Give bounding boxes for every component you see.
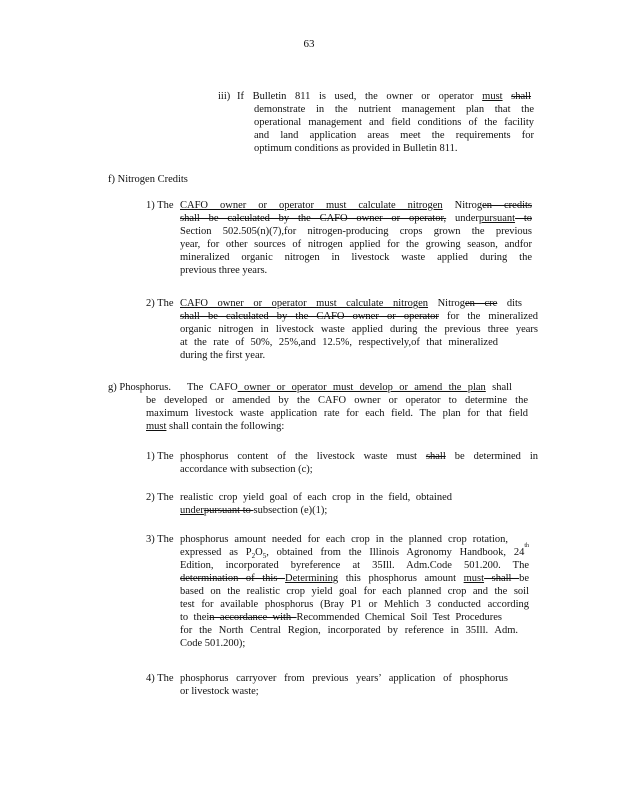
page-number: 63 bbox=[303, 38, 315, 50]
g-item1-line: phosphorus content of the livestock waste must shall be determined in bbox=[180, 451, 538, 462]
g-item4-text bbox=[180, 672, 508, 698]
f-item1-line: shall be calculated by the CAFO owner or operator, underpursuant to bbox=[180, 213, 532, 224]
f-item1-line: year, for other sources of nitrogen applied for the growing season, andfor bbox=[180, 239, 532, 250]
f-item2-line: at the rate of 50%, 25%,and 12.5%, respectively,of that mineralized bbox=[180, 337, 498, 348]
g-item1-label: 1) The bbox=[146, 451, 174, 462]
g-item2-label: 2) The bbox=[146, 492, 174, 503]
item-iii-line: demonstrate in the nutrient management plan that the bbox=[254, 104, 534, 115]
g-item2-line: realistic crop yield goal of each crop in the field, obtained bbox=[180, 492, 452, 503]
g-item3-line: phosphorus amount needed for each crop in the planned crop rotation, bbox=[180, 534, 508, 545]
item-iii-line: optimum conditions as provided in Bulletin 811. bbox=[254, 143, 458, 154]
f-item2-line: organic nitrogen in livestock waste applied during the previous three years bbox=[180, 324, 538, 335]
f-item1-text bbox=[180, 199, 532, 277]
f-item1-label: 1) The bbox=[146, 200, 174, 211]
g-item3-line: test for available phosphorus (Bray P1 or Mehlich 3 conducted according bbox=[180, 599, 529, 610]
g-item2-text bbox=[180, 491, 452, 517]
g-item3-text bbox=[180, 533, 529, 650]
g-item4-line: phosphorus carryover from previous years’ application of phosphorus bbox=[180, 673, 508, 684]
section-g-label: g) Phosphorus. bbox=[108, 382, 172, 393]
g-item3-line: based on the realistic crop yield goal for each planned crop and the soil bbox=[180, 586, 529, 597]
f-item1-line: mineralized organic nitrogen in livestock waste applied during the bbox=[180, 252, 532, 263]
f-item2-text bbox=[180, 297, 538, 362]
section-g-line: The CAFO owner or operator must develop or amend the plan shall bbox=[187, 382, 512, 393]
section-g-line: maximum livestock waste application rate for each field. The plan for that field bbox=[146, 408, 528, 419]
item-iii-line: and land application areas meet the requirements for bbox=[254, 130, 534, 141]
g-item4-label: 4) The bbox=[146, 673, 174, 684]
section-g-intro bbox=[146, 394, 528, 433]
f-item2-line: CAFO owner or operator must calculate nitrogen Nitrogen cre dits bbox=[180, 298, 522, 309]
f-item2-line: during the first year. bbox=[180, 350, 266, 361]
g-item3-label: 3) The bbox=[146, 534, 174, 545]
g-item3-line: determination of this Determining this phosphorus amount must shall be bbox=[180, 573, 530, 584]
f-item2-line: shall be calculated by the CAFO owner or operator for the mineralized bbox=[180, 311, 538, 322]
item-iii-text bbox=[237, 90, 531, 103]
section-g-line: must shall contain the following: bbox=[146, 421, 285, 432]
f-item1-line: CAFO owner or operator must calculate nitrogen Nitrogen credits bbox=[180, 200, 532, 211]
item-iii-label: iii) bbox=[218, 91, 231, 102]
f-item2-label: 2) The bbox=[146, 298, 174, 309]
g-item3-line: Code 501.200); bbox=[180, 638, 246, 649]
item-iii-line: operational management and field conditions of the facility bbox=[254, 117, 534, 128]
item-iii-cont bbox=[254, 103, 534, 155]
g-item2-line: underpursuant to subsection (e)(1); bbox=[180, 505, 328, 516]
section-g-intro-first bbox=[187, 381, 512, 394]
g-item4-line: or livestock waste; bbox=[180, 686, 259, 697]
f-item1-line: Section 502.505(n)(7),for nitrogen-producing crops grown the previous bbox=[180, 226, 532, 237]
g-item3-line: to thein accordance with Recommended Chemical Soil Test Procedures bbox=[180, 612, 502, 623]
g-item1-line: accordance with subsection (c); bbox=[180, 464, 313, 475]
section-f-heading: f) Nitrogen Credits bbox=[108, 174, 188, 185]
section-g-line: be developed or amended by the CAFO owner or operator to determine the bbox=[146, 395, 528, 406]
g-item1-text bbox=[180, 450, 538, 476]
f-item1-line: previous three years. bbox=[180, 265, 268, 276]
item-iii-line: If Bulletin 811 is used, the owner or operator must shall bbox=[237, 91, 532, 102]
g-item3-line: expressed as $P_2O_5$, obtained from the Illinois Agronomy Handbook, 24th bbox=[180, 543, 529, 561]
g-item3-line: Edition, incorporated byreference at 35Ill. Adm.Code 501.200. The bbox=[180, 560, 529, 571]
g-item3-line: for the North Central Region, incorporated by reference in 35Ill. Adm. bbox=[180, 625, 518, 636]
